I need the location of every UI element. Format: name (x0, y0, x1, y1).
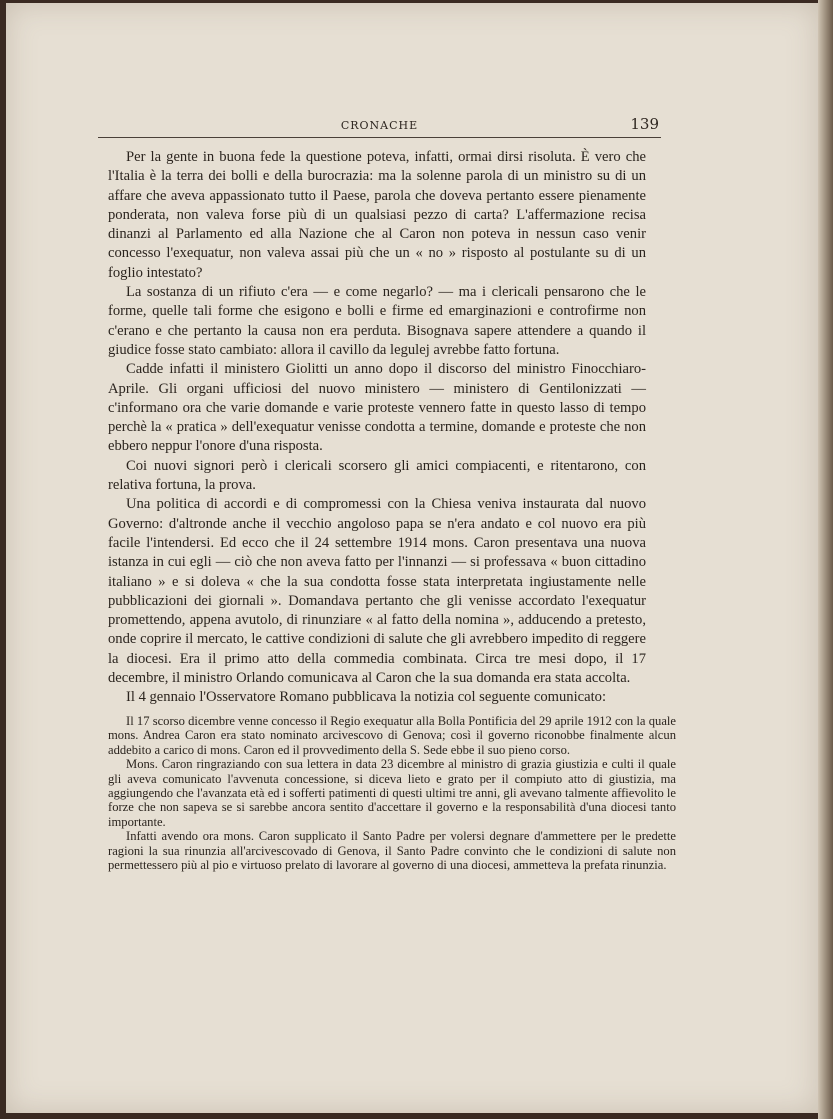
paragraph: Il 4 gennaio l'Osservatore Romano pubblicava la notizia col seguente comunicato: (126, 689, 607, 706)
quoted-communique (108, 714, 676, 872)
quote-paragraph: Il 17 scorso dicembre venne concesso il Regio exequatur alla Bolla Pontificia del 29 aprile 1912 con la quale mons. Andrea Caron era stato nominato arcivescovo di Genova; così il governo riconobbe finalmente alcun addebito a carico di mons. Caron ed il provvedimento della S. Sede ebbe il suo pieno corso. (108, 714, 676, 757)
page-header (98, 115, 661, 138)
paragraph: Per la gente in buona fede la questione poteva, infatti, ormai dirsi risoluta. È vero che l'Italia è la terra dei bolli e della burocrazia: ma la solenne parola di un ministro su di un affare che aveva appassionato tutto il Paese, parola che doveva pertanto essere pienamente ponderata, non valeva forse più di un qualsiasi pezzo di carta? L'affermazione recisa dinanzi al Parlamento ed alla Nazione che al Caron non poteva in nessun caso venir concesso l'exequatur, non valeva assai più che un « no » risposto al postulante su di un foglio intestato? (108, 149, 646, 281)
running-head: CRONACHE (340, 119, 419, 132)
paragraph: La sostanza di un rifiuto c'era — e come negarlo? — ma i clericali pensarono che le forme, quelle tali forme che esigono e bolli e firme ed emarginazioni e controfirme non c'erano e che pertanto la causa non era perduta. Bisognava sapere attendere a quando il giudice fosse stato cambiato: allora il cavillo da legulej avrebbe fatto fortuna. (108, 284, 646, 358)
quote-paragraph: Infatti avendo ora mons. Caron supplicato il Santo Padre per volersi degnare d'ammettere per le predette ragioni la sua rinunzia all'arcivescovado di Genova, il Santo Padre convinto che le condizioni di salute non permettessero più al pio e virtuoso prelato di lavorare al governo di una diocesi, ammetteva la prefata rinunzia. (108, 829, 676, 873)
paragraph: Cadde infatti il ministero Giolitti un anno dopo il discorso del ministro Finocchiaro-Aprile. Gli organi ufficiosi del nuovo ministero — ministero di Gentilonizzati — c'informano ora che varie domande e varie proteste vennero fatte in questo lasso di tempo perchè la « pratica » dell'exequatur venisse condotta a termine, domande e proteste che non ebbero neppur l'onore d'una risposta. (108, 361, 646, 455)
body-text (108, 148, 646, 708)
paragraph: Coi nuovi signori però i clericali scorsero gli amici compiacenti, e ritentarono, con relativa fortuna, la prova. (108, 457, 646, 494)
paragraph: Una politica di accordi e di compromessi con la Chiesa veniva instaurata dal nuovo Governo: d'altronde anche il vecchio angoloso papa se n'era andato e col nuovo era più facile l'intendersi. Ed ecco che il 24 settembre 1914 mons. Caron presentava una nuova istanza in cui egli — ciò che non aveva fatto per l'innanzi — si professava « buon cittadino italiano » e si doleva « che la sua condotta fosse stata interpretata ingiustamente nelle pubblicazioni dei giornali ». Domandava pertanto che gli venisse accordato l'exequatur promettendo, appena avutolo, di rinunziare « al fatto della nomina », adducendo a pretesto, onde coprire il mercato, le cattive condizioni di salute che gli avrebbero impedito di reggere la diocesi. Era il primo atto della commedia combinata. Circa tre mesi dopo, il 17 decembre, il ministro Orlando comunicava al Caron che la sua domanda era stata accolta. (108, 496, 646, 687)
page-number: 139 (630, 115, 659, 133)
quote-paragraph: Mons. Caron ringraziando con sua lettera in data 23 dicembre al ministro di grazia giustizia e culti il quale gli aveva comunicato l'avvenuta concessione, si diceva lieto e grato per il compiuto atto di giustizia, ma aggiungendo che l'avanzata età ed i sofferti patimenti di questi ultimi tre anni, gli avevano talmente affievolito le forze che non sapeva se si sarebbe ancora sentito d'accettare il governo e la responsabilità d'una diocesi tanto importante. (108, 757, 676, 829)
page-edge (818, 0, 833, 1119)
